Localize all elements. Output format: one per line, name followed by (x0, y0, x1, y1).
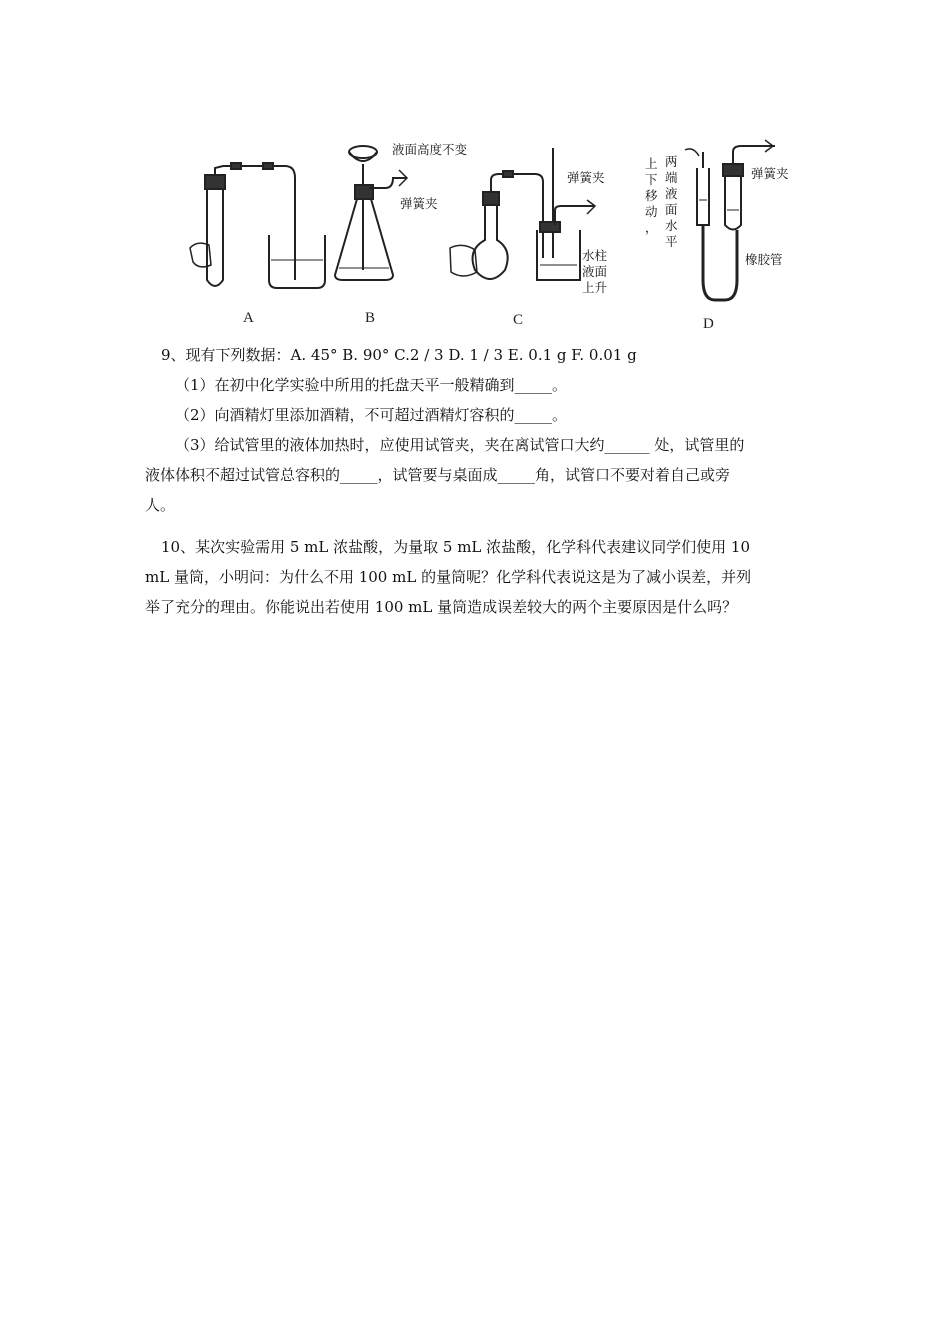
annotation-move-5: ， (645, 220, 658, 235)
question-10-line-1: 10、某次实验需用 5 mL 浓盐酸，为量取 5 mL 浓盐酸，化学科代表建议同学们使用 10 (161, 538, 751, 556)
question-9-stem: 9、现有下列数据：A. 45° B. 90° C.2 / 3 D. 1 / 3 E. 0.1 g F. 0.01 g (161, 346, 637, 364)
annotation-both-5: 水 (665, 218, 678, 233)
question-9-part-1: （1）在初中化学实验中所用的托盘天平一般精确到_____。 (175, 376, 568, 394)
annotation-both-3: 液 (665, 186, 678, 201)
annotation-clip-b: 弹簧夹 (400, 196, 438, 211)
label-c: C (513, 312, 524, 328)
question-10 (145, 532, 815, 622)
annotation-both-1: 两 (665, 154, 678, 169)
question-9-part-3-line-2: 液体体积不超过试管总容积的_____，试管要与桌面成_____角，试管口不要对着自己或旁 (145, 466, 731, 484)
annotation-water-rise: 上升 (582, 280, 608, 295)
apparatus-c (450, 148, 595, 280)
apparatus-b (335, 146, 407, 280)
annotation-clip-d: 弹簧夹 (751, 166, 789, 181)
apparatus-a (190, 163, 325, 288)
annotation-both-6: 平 (665, 234, 678, 249)
label-b: B (365, 310, 376, 326)
apparatus-d (685, 140, 775, 300)
question-9 (145, 340, 815, 520)
apparatus-diagram (185, 130, 825, 335)
annotation-move-2: 下 (645, 172, 658, 187)
question-9-part-3-line-1: （3）给试管里的液体加热时，应使用试管夹，夹在离试管口大约______ 处，试管里的 (175, 436, 745, 454)
question-10-line-2: mL 量筒，小明问：为什么不用 100 mL 的量筒呢？化学科代表说这是为了减小误差，并列 (145, 568, 752, 586)
label-d: D (703, 316, 714, 332)
apparatus-figure (185, 130, 825, 335)
annotation-level-unchanged: 液面高度不变 (392, 142, 468, 157)
annotation-both-4: 面 (665, 202, 678, 217)
annotation-water-surface: 液面 (582, 264, 608, 279)
question-9-part-3-line-3: 人。 (145, 496, 176, 514)
label-a: A (243, 310, 254, 326)
annotation-both-2: 端 (665, 170, 678, 185)
annotation-move-4: 动 (645, 204, 658, 219)
annotation-water-column: 水柱 (582, 248, 608, 263)
annotation-rubber-tube: 橡胶管 (745, 252, 783, 267)
annotation-move-3: 移 (645, 188, 658, 203)
annotation-clip-c: 弹簧夹 (567, 170, 605, 185)
question-10-line-3: 举了充分的理由。你能说出若使用 100 mL 量筒造成误差较大的两个主要原因是什么吗？ (145, 598, 738, 616)
question-9-part-2: （2）向酒精灯里添加酒精，不可超过酒精灯容积的_____。 (175, 406, 568, 424)
annotation-move-1: 上 (645, 156, 658, 171)
